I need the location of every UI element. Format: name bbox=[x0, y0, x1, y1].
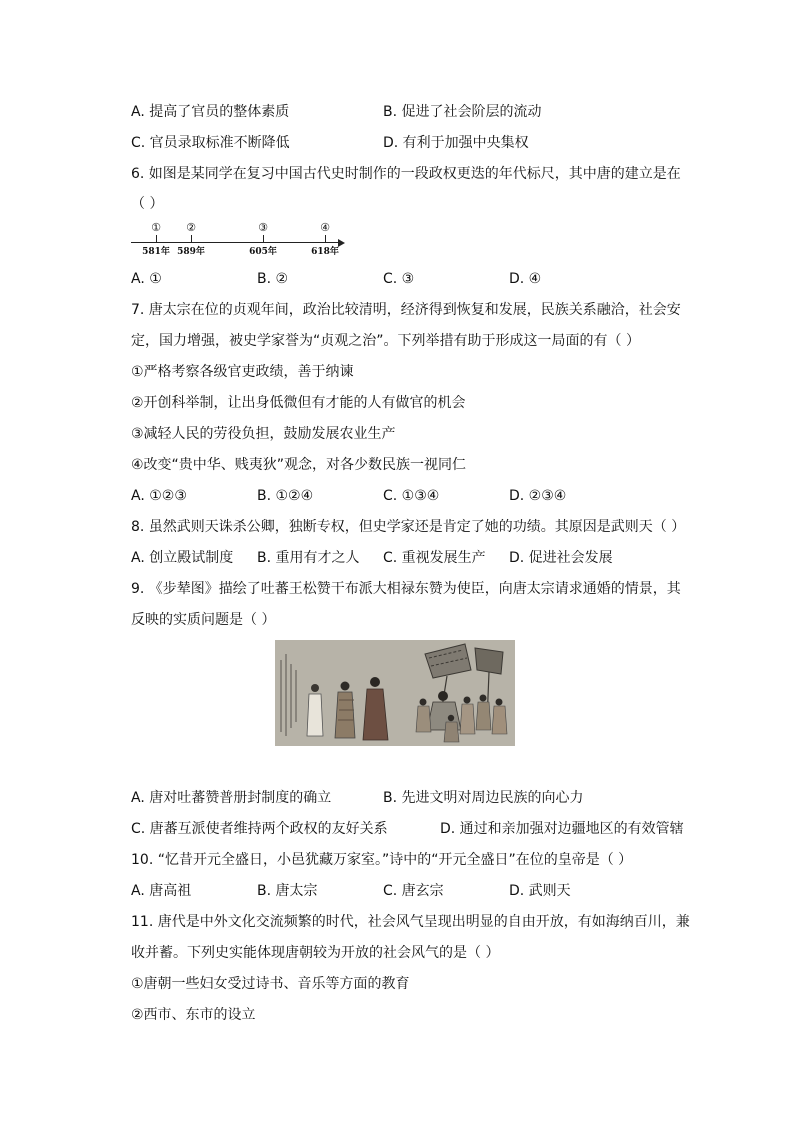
q7-option-c: C. ①③④ bbox=[383, 488, 440, 504]
q7-option-a: A. ①②③ bbox=[131, 488, 187, 504]
q6-option-a: A. ① bbox=[131, 271, 162, 287]
q11-stem-line1: 11. 唐代是中外文化交流频繁的时代，社会风气呈现出明显的自由开放，有如海纳百川，兼 bbox=[131, 914, 690, 930]
q10-option-b: B. 唐太宗 bbox=[257, 883, 318, 899]
q7-stem-line1: 7. 唐太宗在位的贞观年间，政治比较清明，经济得到恢复和发展，民族关系融洽，社会安 bbox=[131, 302, 681, 318]
q6-option-d: D. ④ bbox=[509, 271, 542, 287]
q7-option-b: B. ①②④ bbox=[257, 488, 314, 504]
q8-option-a: A. 创立殿试制度 bbox=[131, 550, 234, 566]
q7-option-d: D. ②③④ bbox=[509, 488, 567, 504]
q8-option-d: D. 促进社会发展 bbox=[509, 550, 613, 566]
q6-timeline bbox=[131, 222, 346, 262]
q7-item-1: ①严格考察各级官吏政绩，善于纳谏 bbox=[131, 364, 354, 380]
q9-option-c: C. 唐蕃互派使者维持两个政权的友好关系 bbox=[131, 821, 388, 837]
q7-item-2: ②开创科举制，让出身低微但有才能的人有做官的机会 bbox=[131, 395, 466, 411]
q11-item-1: ①唐朝一些妇女受过诗书、音乐等方面的教育 bbox=[131, 976, 410, 992]
timeline-mark-4: ④ bbox=[320, 221, 330, 234]
q9-stem-line1: 9. 《步辇图》描绘了吐蕃王松赞干布派大相禄东赞为使臣，向唐太宗请求通婚的情景，其 bbox=[131, 581, 681, 597]
q6-option-b: B. ② bbox=[257, 271, 289, 287]
timeline-mark-3: ③ bbox=[258, 221, 268, 234]
q11-stem-line2: 收并蓄。下列史实能体现唐朝较为开放的社会风气的是（ ） bbox=[131, 945, 500, 961]
timeline-tick bbox=[156, 235, 157, 242]
timeline-tick bbox=[325, 235, 326, 242]
q5-option-a: A. 提高了官员的整体素质 bbox=[131, 104, 290, 120]
q7-item-4: ④改变“贵中华、贱夷狄”观念，对各少数民族一视同仁 bbox=[131, 457, 467, 473]
q6-option-c: C. ③ bbox=[383, 271, 415, 287]
timeline-tick bbox=[263, 235, 264, 242]
timeline-mark-2: ② bbox=[186, 221, 196, 234]
q9-option-a: A. 唐对吐蕃赞普册封制度的确立 bbox=[131, 790, 332, 806]
q6-stem-line2: （ ） bbox=[131, 196, 164, 212]
timeline-arrow bbox=[338, 239, 345, 247]
timeline-tick bbox=[191, 235, 192, 242]
q8-stem: 8. 虽然武则天诛杀公卿，独断专权，但史学家还是肯定了她的功绩。其原因是武则天（ ） bbox=[131, 519, 686, 535]
timeline-mark-1: ① bbox=[151, 221, 161, 234]
timeline-year-4: 618年 bbox=[311, 247, 339, 257]
q8-option-c: C. 重视发展生产 bbox=[383, 550, 486, 566]
timeline-year-1: 581年 bbox=[142, 247, 170, 257]
q10-option-a: A. 唐高祖 bbox=[131, 883, 192, 899]
timeline-axis bbox=[131, 242, 339, 243]
q5-option-d: D. 有利于加强中央集权 bbox=[383, 135, 529, 151]
q10-option-c: C. 唐玄宗 bbox=[383, 883, 444, 899]
q7-item-3: ③减轻人民的劳役负担，鼓励发展农业生产 bbox=[131, 426, 396, 442]
timeline-year-3: 605年 bbox=[249, 247, 277, 257]
q9-option-b: B. 先进文明对周边民族的向心力 bbox=[383, 790, 584, 806]
q9-option-d: D. 通过和亲加强对边疆地区的有效管辖 bbox=[440, 821, 684, 837]
q8-option-b: B. 重用有才之人 bbox=[257, 550, 360, 566]
q9-stem-line2: 反映的实质问题是（ ） bbox=[131, 612, 276, 628]
timeline-year-2: 589年 bbox=[177, 247, 205, 257]
q5-option-c: C. 官员录取标准不断降低 bbox=[131, 135, 290, 151]
q7-stem-line2: 定，国力增强，被史学家誉为“贞观之治”。下列举措有助于形成这一局面的有（ ） bbox=[131, 333, 640, 349]
q10-stem: 10. “忆昔开元全盛日，小邑犹藏万家室。”诗中的“开元全盛日”在位的皇帝是（ ） bbox=[131, 852, 633, 868]
q6-stem-line1: 6. 如图是某同学在复习中国古代史时制作的一段政权更迭的年代标尺，其中唐的建立是在 bbox=[131, 166, 681, 182]
bunian-tu-painting bbox=[275, 640, 515, 746]
q11-item-2: ②西市、东市的设立 bbox=[131, 1007, 256, 1023]
q10-option-d: D. 武则天 bbox=[509, 883, 571, 899]
q5-option-b: B. 促进了社会阶层的流动 bbox=[383, 104, 542, 120]
